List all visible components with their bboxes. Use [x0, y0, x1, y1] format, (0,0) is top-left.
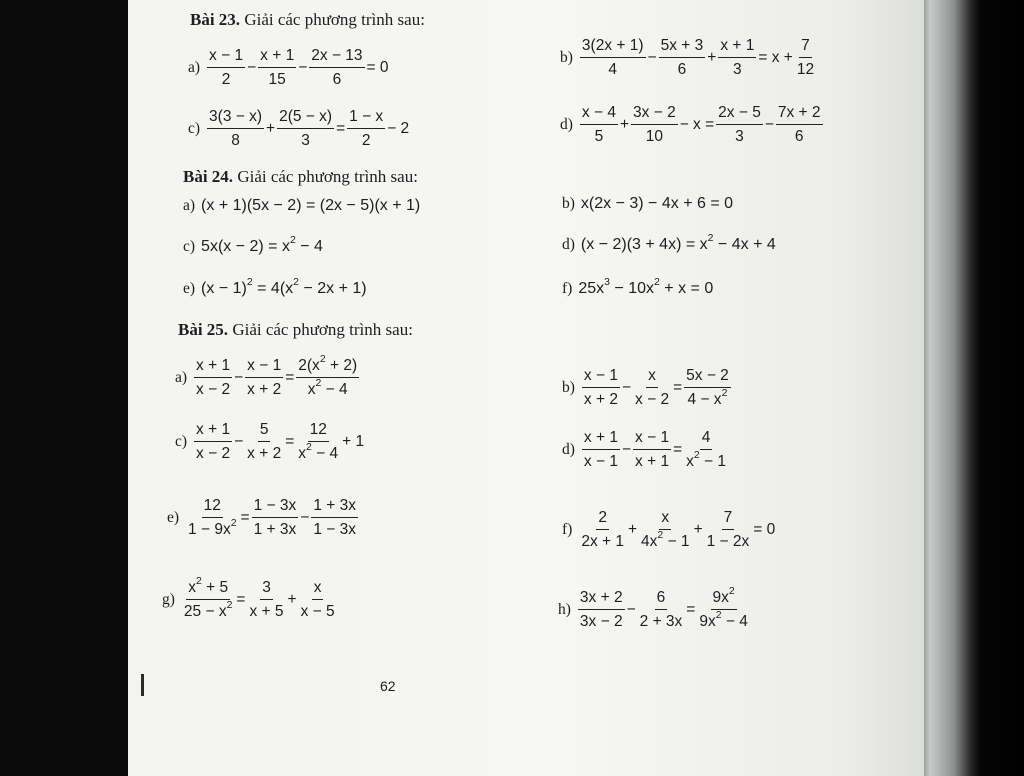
fraction: $\frac{12}{x^2 - 4}$: [298, 421, 339, 462]
item-label: a): [188, 58, 201, 76]
fraction: $\frac{7}{12}$: [796, 37, 815, 78]
fraction: $\frac{3x + 2}{3x - 2}$: [579, 589, 623, 630]
equation-25b: b) $\frac{x - 1}{x + 2}$ − $\frac{x}{x - 2}$ = $\frac{5x - 2}{4 - x^2}$: [562, 367, 729, 408]
equation-25c: c) $\frac{x + 1}{x - 2}$ − $\frac{5}{x + 2}$ = $\frac{12}{x^2 - 4}$ + 1: [175, 421, 365, 462]
fraction: $\frac{x}{4x^2 - 1}$: [641, 509, 690, 550]
exercise-title: Bài 23.: [190, 10, 241, 29]
exercise-instruction: Giải các phương trình sau:: [232, 320, 413, 339]
equation-text: $5x(x - 2) = x^2 - 4$: [201, 234, 323, 255]
exercise-title: Bài 24.: [183, 167, 234, 186]
fraction: $\frac{7}{1 - 2x}$: [706, 509, 750, 550]
fraction: $\frac{x - 1}{2}$: [209, 47, 244, 88]
fraction: $\frac{x + 1}{x - 1}$: [583, 429, 618, 470]
fraction: $\frac{x + 1}{x - 2}$: [196, 357, 231, 398]
item-label: c): [183, 238, 196, 255]
fraction: $\frac{4}{x^2 - 1}$: [686, 429, 727, 470]
fraction: $\frac{2}{2x + 1}$: [581, 509, 624, 550]
equation-text: x(2x − 3) − 4x + 6 = 0: [580, 195, 734, 212]
fraction: $\frac{1 - 3x}{1 + 3x}$: [253, 497, 297, 538]
fraction: $\frac{5x - 2}{4 - x^2}$: [686, 367, 729, 408]
fraction: $\frac{x - 1}{x + 2}$: [583, 367, 618, 408]
fraction: $\frac{6}{2 + 3x}$: [639, 589, 683, 630]
item-label: b): [562, 195, 575, 212]
item-label: b): [560, 48, 573, 66]
item-label: d): [562, 440, 575, 458]
equation-25h: h) $\frac{3x + 2}{3x - 2}$ − $\frac{6}{2 + 3x}$ = $\frac{9x^2}{9x^2 - 4}$: [558, 585, 748, 630]
fraction: $\frac{x^2 + 5}{25 - x^2}$: [183, 575, 233, 620]
equation-text: $(x - 2)(3 + 4x) = x^2 - 4x + 4$: [580, 232, 776, 253]
equation-25e: e) $\frac{12}{1 - 9x^2}$ = $\frac{1 - 3x}{1 + 3x}$ − $\frac{1 + 3x}{1 - 3x}$: [167, 497, 356, 538]
fraction: $\frac{x}{x - 5}$: [300, 579, 335, 620]
equation-25a: a) $\frac{x + 1}{x - 2}$ − $\frac{x - 1}{x + 2}$ = $\frac{2(x^2 + 2)}{x^2 - 4}$: [175, 353, 358, 398]
equation-24d: [562, 232, 776, 254]
equation-24a: [183, 197, 420, 215]
item-label: e): [183, 280, 196, 297]
item-label: c): [188, 119, 201, 137]
item-label: e): [167, 508, 180, 526]
fraction: $\frac{2x - 5}{3}$: [718, 104, 761, 145]
equation-24c: [183, 234, 323, 256]
item-label: f): [562, 520, 573, 538]
equation-text: $25x^3 - 10x^2 + x = 0$: [578, 276, 714, 297]
exercise-24-heading: [183, 167, 418, 187]
fraction: $\frac{2(5 - x)}{3}$: [279, 108, 333, 149]
fraction: $\frac{5x + 3}{6}$: [660, 37, 704, 78]
equation-25g: g) $\frac{x^2 + 5}{25 - x^2}$ = $\frac{3}{x + 5}$ + $\frac{x}{x - 5}$: [162, 575, 335, 620]
equation-text: $(x - 1)^2 = 4(x^2 - 2x + 1)$: [201, 276, 367, 297]
item-label: d): [560, 115, 573, 133]
fraction: $\frac{1 - x}{2}$: [349, 108, 384, 149]
fraction: $\frac{x + 1}{x - 2}$: [196, 421, 231, 462]
fraction: $\frac{x}{x - 2}$: [635, 367, 670, 408]
exercise-instruction: Giải các phương trình sau:: [244, 10, 425, 29]
fraction: $\frac{9x^2}{9x^2 - 4}$: [699, 585, 748, 630]
item-label: b): [562, 378, 575, 396]
fraction: $\frac{1 + 3x}{1 - 3x}$: [313, 497, 356, 538]
pencil-margin-mark: [141, 674, 144, 696]
item-label: f): [562, 280, 573, 297]
exercise-instruction: Giải các phương trình sau:: [237, 167, 418, 186]
item-label: h): [558, 600, 571, 618]
photo-dark-border-right: [924, 0, 1024, 776]
page-number: 62: [380, 678, 396, 694]
fraction: $\frac{3}{x + 5}$: [249, 579, 284, 620]
exercise-title: Bài 25.: [178, 320, 229, 339]
item-label: a): [175, 368, 188, 386]
equation-23d: d) $\frac{x - 4}{5}$ + $\frac{3x - 2}{10}$ − x = $\frac{2x - 5}{3}$ − $\frac{7x + 2}{6}$: [560, 104, 821, 145]
fraction: $\frac{7x + 2}{6}$: [777, 104, 821, 145]
equation-23a: a) $\frac{x - 1}{2}$ − $\frac{x + 1}{15}$ − $\frac{2x - 13}{6}$ = 0: [188, 47, 389, 88]
equation-23b: b) $\frac{3(2x + 1)}{4}$ − $\frac{5x + 3}{6}$ + $\frac{x + 1}{3}$ = x + $\frac{7}{12}$: [560, 37, 815, 78]
photo-dark-border-left: [0, 0, 128, 776]
fraction: $\frac{x + 1}{3}$: [720, 37, 755, 78]
exercise-25-heading: [178, 320, 413, 340]
fraction: $\frac{x - 1}{x + 1}$: [635, 429, 670, 470]
fraction: $\frac{5}{x + 2}$: [247, 421, 282, 462]
fraction: $\frac{3(2x + 1)}{4}$: [581, 37, 644, 78]
fraction: $\frac{x - 1}{x + 2}$: [247, 357, 282, 398]
item-label: d): [562, 236, 575, 253]
equation-23c: c) $\frac{3(3 - x)}{8}$ + $\frac{2(5 - x)}{3}$ = $\frac{1 - x}{2}$ − 2: [188, 108, 410, 149]
fraction: $\frac{x + 1}{15}$: [260, 47, 295, 88]
exercise-23-heading: [190, 10, 425, 30]
fraction: $\frac{x - 4}{5}$: [581, 104, 616, 145]
item-label: g): [162, 590, 175, 608]
equation-25d: d) $\frac{x + 1}{x - 1}$ − $\frac{x - 1}{x + 1}$ = $\frac{4}{x^2 - 1}$: [562, 429, 727, 470]
equation-24f: [562, 276, 714, 298]
item-label: c): [175, 432, 188, 450]
fraction: $\frac{3x - 2}{10}$: [633, 104, 676, 145]
fraction: $\frac{3(3 - x)}{8}$: [209, 108, 263, 149]
fraction: $\frac{2(x^2 + 2)}{x^2 - 4}$: [298, 353, 358, 398]
equation-25f: f) $\frac{2}{2x + 1}$ + $\frac{x}{4x^2 - 1}$ + $\frac{7}{1 - 2x}$ = 0: [562, 509, 776, 550]
equation-24b: [562, 195, 733, 213]
fraction: $\frac{2x - 13}{6}$: [311, 47, 363, 88]
equation-text: (x + 1)(5x − 2) = (2x − 5)(x + 1): [201, 197, 421, 214]
item-label: a): [183, 197, 196, 214]
fraction: $\frac{12}{1 - 9x^2}$: [188, 497, 237, 538]
equation-24e: [183, 276, 367, 298]
